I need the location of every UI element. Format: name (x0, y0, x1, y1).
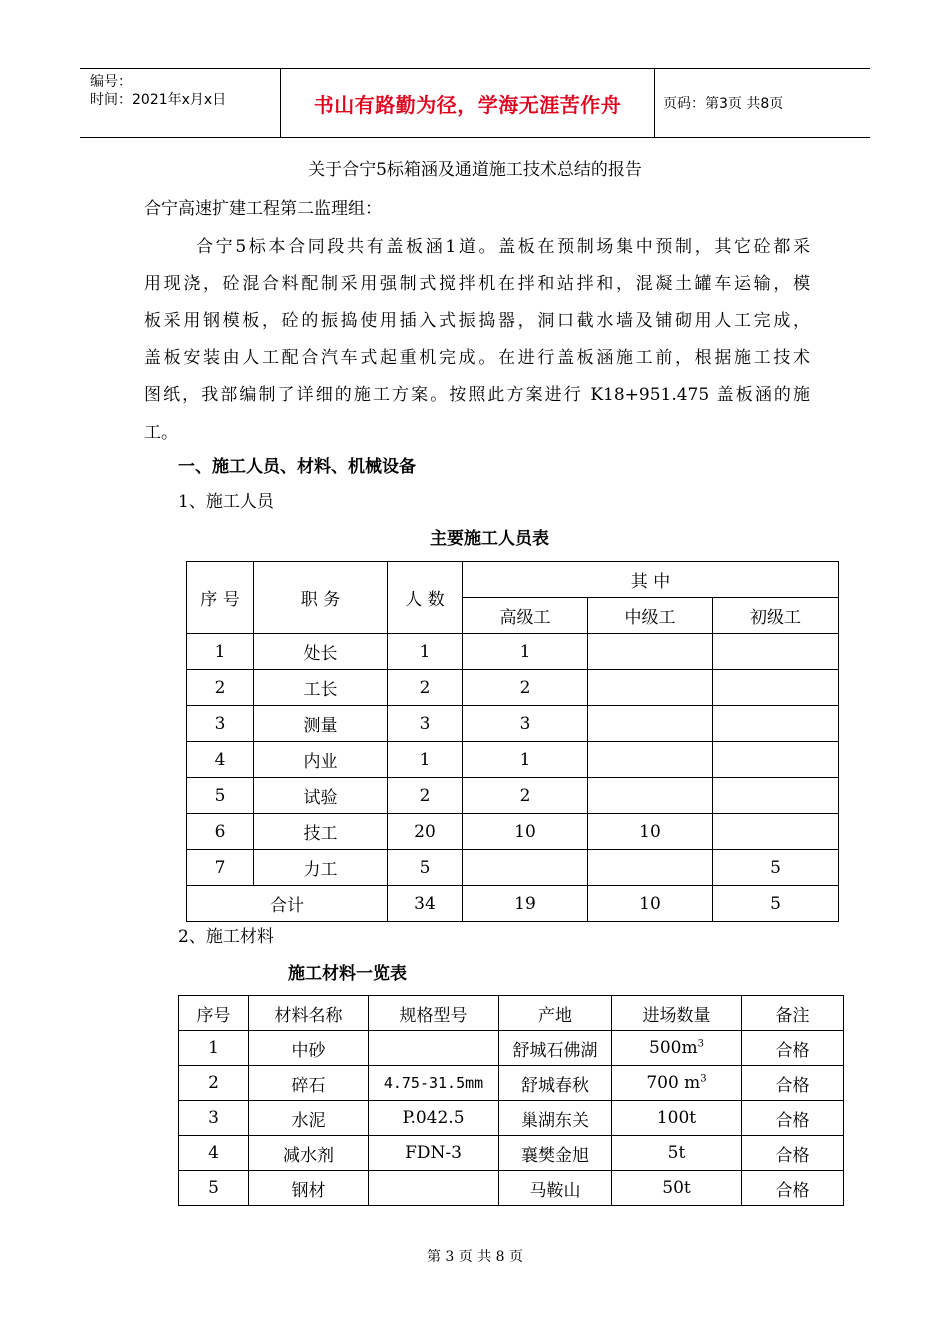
cell-note: 合格 (742, 1101, 844, 1136)
body-line: 盖板安装由人工配合汽车式起重机完成。在进行盖板涵施工前，根据施工技术 (144, 348, 810, 368)
cell-junior: 5 (713, 850, 839, 886)
cell-count: 1 (388, 634, 463, 670)
total-row (187, 886, 839, 922)
cell-seq: 7 (187, 850, 254, 886)
table-row (187, 634, 839, 670)
cell-role: 测量 (254, 706, 388, 742)
cell-senior: 2 (463, 778, 588, 814)
cell-name: 水泥 (249, 1101, 369, 1136)
header-qty: 进场数量 (612, 996, 742, 1031)
body-line: 合宁5标本合同段共有盖板涵1道。盖板在预制场集中预制，其它砼都采 (196, 237, 810, 257)
cell-senior: 3 (463, 706, 588, 742)
cell-seq: 4 (187, 742, 254, 778)
header-spec: 规格型号 (369, 996, 499, 1031)
header-origin: 产地 (499, 996, 612, 1031)
page-header (80, 68, 870, 138)
number-label: 编号： (90, 74, 132, 90)
section-heading: 一、施工人员、材料、机械设备 (178, 457, 416, 477)
subsection-materials: 2、施工材料 (178, 927, 274, 947)
table-row (179, 1031, 844, 1066)
header-senior: 高级工 (463, 598, 588, 634)
cell-origin: 舒城石佛湖 (499, 1031, 612, 1066)
table-row (187, 742, 839, 778)
cell-note: 合格 (742, 1031, 844, 1066)
cell-seq: 6 (187, 814, 254, 850)
header-seq: 序 号 (187, 562, 254, 634)
header-mid: 中级工 (588, 598, 713, 634)
cell-role: 处长 (254, 634, 388, 670)
cell-qty: 5t (612, 1136, 742, 1171)
cell-seq: 5 (179, 1171, 249, 1206)
cell-origin: 襄樊金旭 (499, 1136, 612, 1171)
qty-unit-exponent: 3 (700, 1073, 707, 1085)
personnel-table (186, 561, 839, 922)
cell-junior (713, 670, 839, 706)
cell-senior: 2 (463, 670, 588, 706)
personnel-table-title: 主要施工人员表 (430, 529, 549, 549)
cell-mid (588, 850, 713, 886)
header-seq: 序号 (179, 996, 249, 1031)
cell-mid (588, 706, 713, 742)
cell-spec: P.042.5 (369, 1101, 499, 1136)
cell-spec (369, 1171, 499, 1206)
cell-spec: FDN-3 (369, 1136, 499, 1171)
cell-origin: 巢湖东关 (499, 1101, 612, 1136)
cell-spec (369, 1031, 499, 1066)
header-among: 其 中 (463, 562, 839, 598)
table-row (187, 778, 839, 814)
cell-note: 合格 (742, 1171, 844, 1206)
qty-value: 700 m (646, 1073, 701, 1093)
cell-seq: 1 (179, 1031, 249, 1066)
header-page-info: 页码：第3页 共8页 (663, 96, 784, 112)
cell-qty (612, 1031, 742, 1066)
cell-count: 2 (388, 670, 463, 706)
materials-table (178, 995, 844, 1206)
cell-role: 技工 (254, 814, 388, 850)
cell-mid: 10 (588, 814, 713, 850)
cell-note: 合格 (742, 1136, 844, 1171)
table-row (187, 706, 839, 742)
cell-mid (588, 742, 713, 778)
cell-role: 内业 (254, 742, 388, 778)
cell-seq: 4 (179, 1136, 249, 1171)
cell-junior (713, 634, 839, 670)
table-row (187, 670, 839, 706)
cell-seq: 3 (187, 706, 254, 742)
cell-junior: 5 (713, 886, 839, 922)
table-row (179, 1066, 844, 1101)
cell-seq: 3 (179, 1101, 249, 1136)
table-row (187, 850, 839, 886)
addressee: 合宁高速扩建工程第二监理组： (144, 199, 382, 219)
cell-mid (588, 670, 713, 706)
cell-senior: 1 (463, 634, 588, 670)
cell-mid (588, 634, 713, 670)
cell-origin: 马鞍山 (499, 1171, 612, 1206)
cell-name: 钢材 (249, 1171, 369, 1206)
header-meta (80, 69, 280, 137)
cell-qty: 100t (612, 1101, 742, 1136)
cell-qty: 50t (612, 1171, 742, 1206)
cell-role: 试验 (254, 778, 388, 814)
cell-role: 力工 (254, 850, 388, 886)
cell-senior: 10 (463, 814, 588, 850)
header-count: 人 数 (388, 562, 463, 634)
cell-name: 减水剂 (249, 1136, 369, 1171)
header-junior: 初级工 (713, 598, 839, 634)
cell-mid (588, 778, 713, 814)
cell-count: 5 (388, 850, 463, 886)
body-line: 用现浇，砼混合料配制采用强制式搅拌机在拌和站拌和，混凝土罐车运输，模 (144, 274, 810, 294)
qty-value: 500m (649, 1038, 698, 1058)
cell-seq: 1 (187, 634, 254, 670)
cell-senior: 19 (463, 886, 588, 922)
table-row (187, 814, 839, 850)
body-line: 工。 (144, 423, 178, 443)
cell-name: 中砂 (249, 1031, 369, 1066)
body-line: 板采用钢模板，砼的振捣使用插入式振捣器，洞口截水墙及铺砌用人工完成， (144, 311, 810, 331)
cell-junior (713, 778, 839, 814)
cell-count: 20 (388, 814, 463, 850)
time-label: 时间：2021年x月x日 (90, 92, 227, 108)
cell-junior (713, 706, 839, 742)
cell-junior (713, 814, 839, 850)
cell-count: 3 (388, 706, 463, 742)
header-role: 职 务 (254, 562, 388, 634)
cell-seq: 2 (179, 1066, 249, 1101)
header-name: 材料名称 (249, 996, 369, 1031)
cell-total-label: 合计 (187, 886, 388, 922)
cell-seq: 5 (187, 778, 254, 814)
cell-junior (713, 742, 839, 778)
header-note: 备注 (742, 996, 844, 1031)
cell-seq: 2 (187, 670, 254, 706)
header-motto: 书山有路勤为径，学海无涯苦作舟 (280, 69, 655, 137)
table-row (179, 1171, 844, 1206)
document-title: 关于合宁5标箱涵及通道施工技术总结的报告 (308, 160, 642, 180)
cell-mid: 10 (588, 886, 713, 922)
table-row (179, 1136, 844, 1171)
cell-senior (463, 850, 588, 886)
cell-qty (612, 1066, 742, 1101)
cell-spec: 4.75-31.5mm (369, 1066, 499, 1101)
qty-unit-exponent: 3 (697, 1038, 704, 1050)
page-footer: 第 3 页 共 8 页 (426, 1249, 524, 1265)
cell-name: 碎石 (249, 1066, 369, 1101)
table-row (179, 1101, 844, 1136)
cell-count: 34 (388, 886, 463, 922)
cell-senior: 1 (463, 742, 588, 778)
body-line: 图纸，我部编制了详细的施工方案。按照此方案进行 K18+951.475 盖板涵的施 (144, 385, 810, 405)
cell-count: 2 (388, 778, 463, 814)
subsection-personnel: 1、施工人员 (178, 492, 274, 512)
cell-role: 工长 (254, 670, 388, 706)
cell-note: 合格 (742, 1066, 844, 1101)
cell-count: 1 (388, 742, 463, 778)
materials-table-title: 施工材料一览表 (288, 964, 407, 984)
table-header-row (179, 996, 844, 1031)
cell-origin: 舒城春秋 (499, 1066, 612, 1101)
